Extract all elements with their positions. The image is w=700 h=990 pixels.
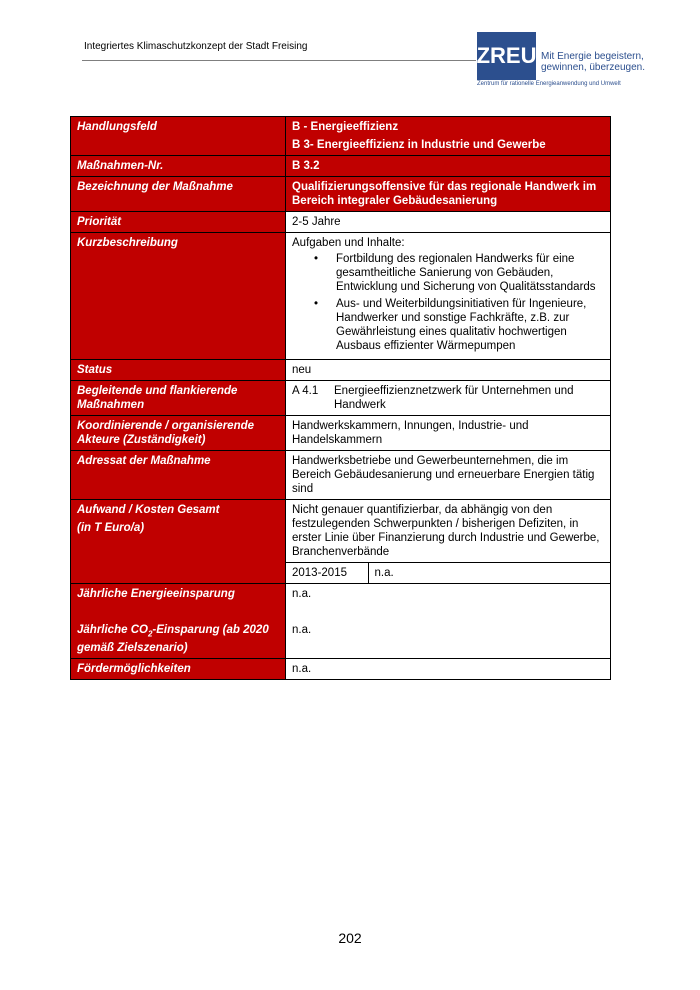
value-co2: n.a. <box>292 624 312 636</box>
value-massnahmen-nr: B 3.2 <box>286 156 611 177</box>
label-foerder: Fördermöglichkeiten <box>71 659 286 680</box>
page-number: 202 <box>338 930 362 946</box>
bullet-icon: • <box>314 253 319 265</box>
row-handlungsfeld <box>71 117 611 156</box>
label-kurzbeschreibung: Kurzbeschreibung <box>71 233 286 360</box>
label-massnahmen-nr: Maßnahmen-Nr. <box>71 156 286 177</box>
value-status: neu <box>286 360 611 381</box>
reference-text: Energieeffizienznetzwerk für Unternehmen und Handwerk <box>334 385 574 411</box>
list-item: • Aus- und Weiterbildungsinitiativen für Ingenieure, Handwerker und sonstige Fachkräfte, z.B. zur Gewährleistung eines qualitativ hochwertigen Ausbaus effizienter Wärmepumpen <box>314 298 587 352</box>
label-aufwand: Aufwand / Kosten Gesamt (in T Euro/a) <box>71 500 286 584</box>
value-adressat: Handwerksbetriebe und Gewerbeunternehmen, die im Bereich Gebäudesanierung und erneuerbare Energien tätig sind <box>286 451 611 500</box>
value-energie: n.a. <box>292 588 312 600</box>
row-kurzbeschreibung <box>71 233 611 360</box>
zeitraum-value: n.a. <box>374 567 394 579</box>
row-foerder <box>71 659 611 680</box>
logo-subtitle: Zentrum für rationelle Energieanwendung und Umwelt <box>477 81 621 87</box>
label-koordinierende: Koordinierende / organisierende Akteure (Zuständigkeit) <box>71 416 286 451</box>
label-adressat: Adressat der Maßnahme <box>71 451 286 500</box>
logo-slogan: Mit Energie begeistern, gewinnen, überzeugen. <box>541 51 645 73</box>
logo-mark: ZREU <box>477 32 536 80</box>
value-kurzbeschreibung: Aufgaben und Inhalte: • Fortbildung des regionalen Handwerks für eine gesamtheitliche Sanierung von Gebäuden, Entwicklung und Sicherung von Qualitätsstandards • Aus- und Weiterbildungsinitiativen für Ingenieure, Handwerker und sonstige Fachkräfte, z.B. zur Gewährleistung eines qualitativ hochwertigen Ausbaus effizienter Wärmepumpen <box>286 233 611 360</box>
header-divider <box>82 60 476 61</box>
zreu-logo <box>476 31 645 91</box>
measure-table <box>70 116 611 680</box>
row-energie-co2 <box>71 584 611 659</box>
value-aufwand: Nicht genauer quantifizierbar, da abhängig von den festzulegenden Schwerpunkten / bisherigen Defiziten, in erster Linie über Finanzierung durch Industrie und Gewerbe, Branchenverbände <box>286 500 611 563</box>
label-co2: Jährliche $CO_2$-Einsparung (ab 2020 gemäß Zielszenario) <box>77 624 269 655</box>
row-aufwand <box>71 500 611 563</box>
label-energie-co2: Jährliche Energieeinsparung Jährliche $CO_2$-Einsparung (ab 2020 gemäß Zielszenario) <box>71 584 286 659</box>
row-bezeichnung <box>71 177 611 212</box>
value-bezeichnung: Qualifizierungsoffensive für das regionale Handwerk im Bereich integraler Gebäudesanierung <box>286 177 611 212</box>
zeitraum-years: 2013-2015 <box>286 563 368 583</box>
value-energie-co2 <box>286 584 611 659</box>
row-massnahmen-nr <box>71 156 611 177</box>
value-begleitende <box>286 381 611 416</box>
kurzbeschreibung-list <box>314 252 604 353</box>
label-status: Status <box>71 360 286 381</box>
value-prioritaet: 2-5 Jahre <box>286 212 611 233</box>
row-status <box>71 360 611 381</box>
row-begleitende <box>71 381 611 416</box>
reference-code: A 4.1 <box>292 385 319 397</box>
value-foerder: n.a. <box>286 659 611 680</box>
document-header-title: Integriertes Klimaschutzkonzept der Stadt Freising <box>84 41 308 52</box>
value-koordinierende: Handwerkskammern, Innungen, Industrie- und Handelskammern <box>286 416 611 451</box>
label-begleitende: Begleitende und flankierende Maßnahmen <box>71 381 286 416</box>
bullet-icon: • <box>314 298 319 310</box>
row-adressat <box>71 451 611 500</box>
value-handlungsfeld: B - Energieeffizienz B 3- Energieeffizienz in Industrie und Gewerbe <box>286 117 611 156</box>
label-handlungsfeld: Handlungsfeld <box>71 117 286 156</box>
label-prioritaet: Priorität <box>71 212 286 233</box>
row-koordinierende <box>71 416 611 451</box>
list-item: • Fortbildung des regionalen Handwerks für eine gesamtheitliche Sanierung von Gebäuden, Entwicklung und Sicherung von Qualitätsstandards <box>314 253 596 293</box>
label-bezeichnung: Bezeichnung der Maßnahme <box>71 177 286 212</box>
value-zeitraum <box>286 563 611 584</box>
row-prioritaet <box>71 212 611 233</box>
